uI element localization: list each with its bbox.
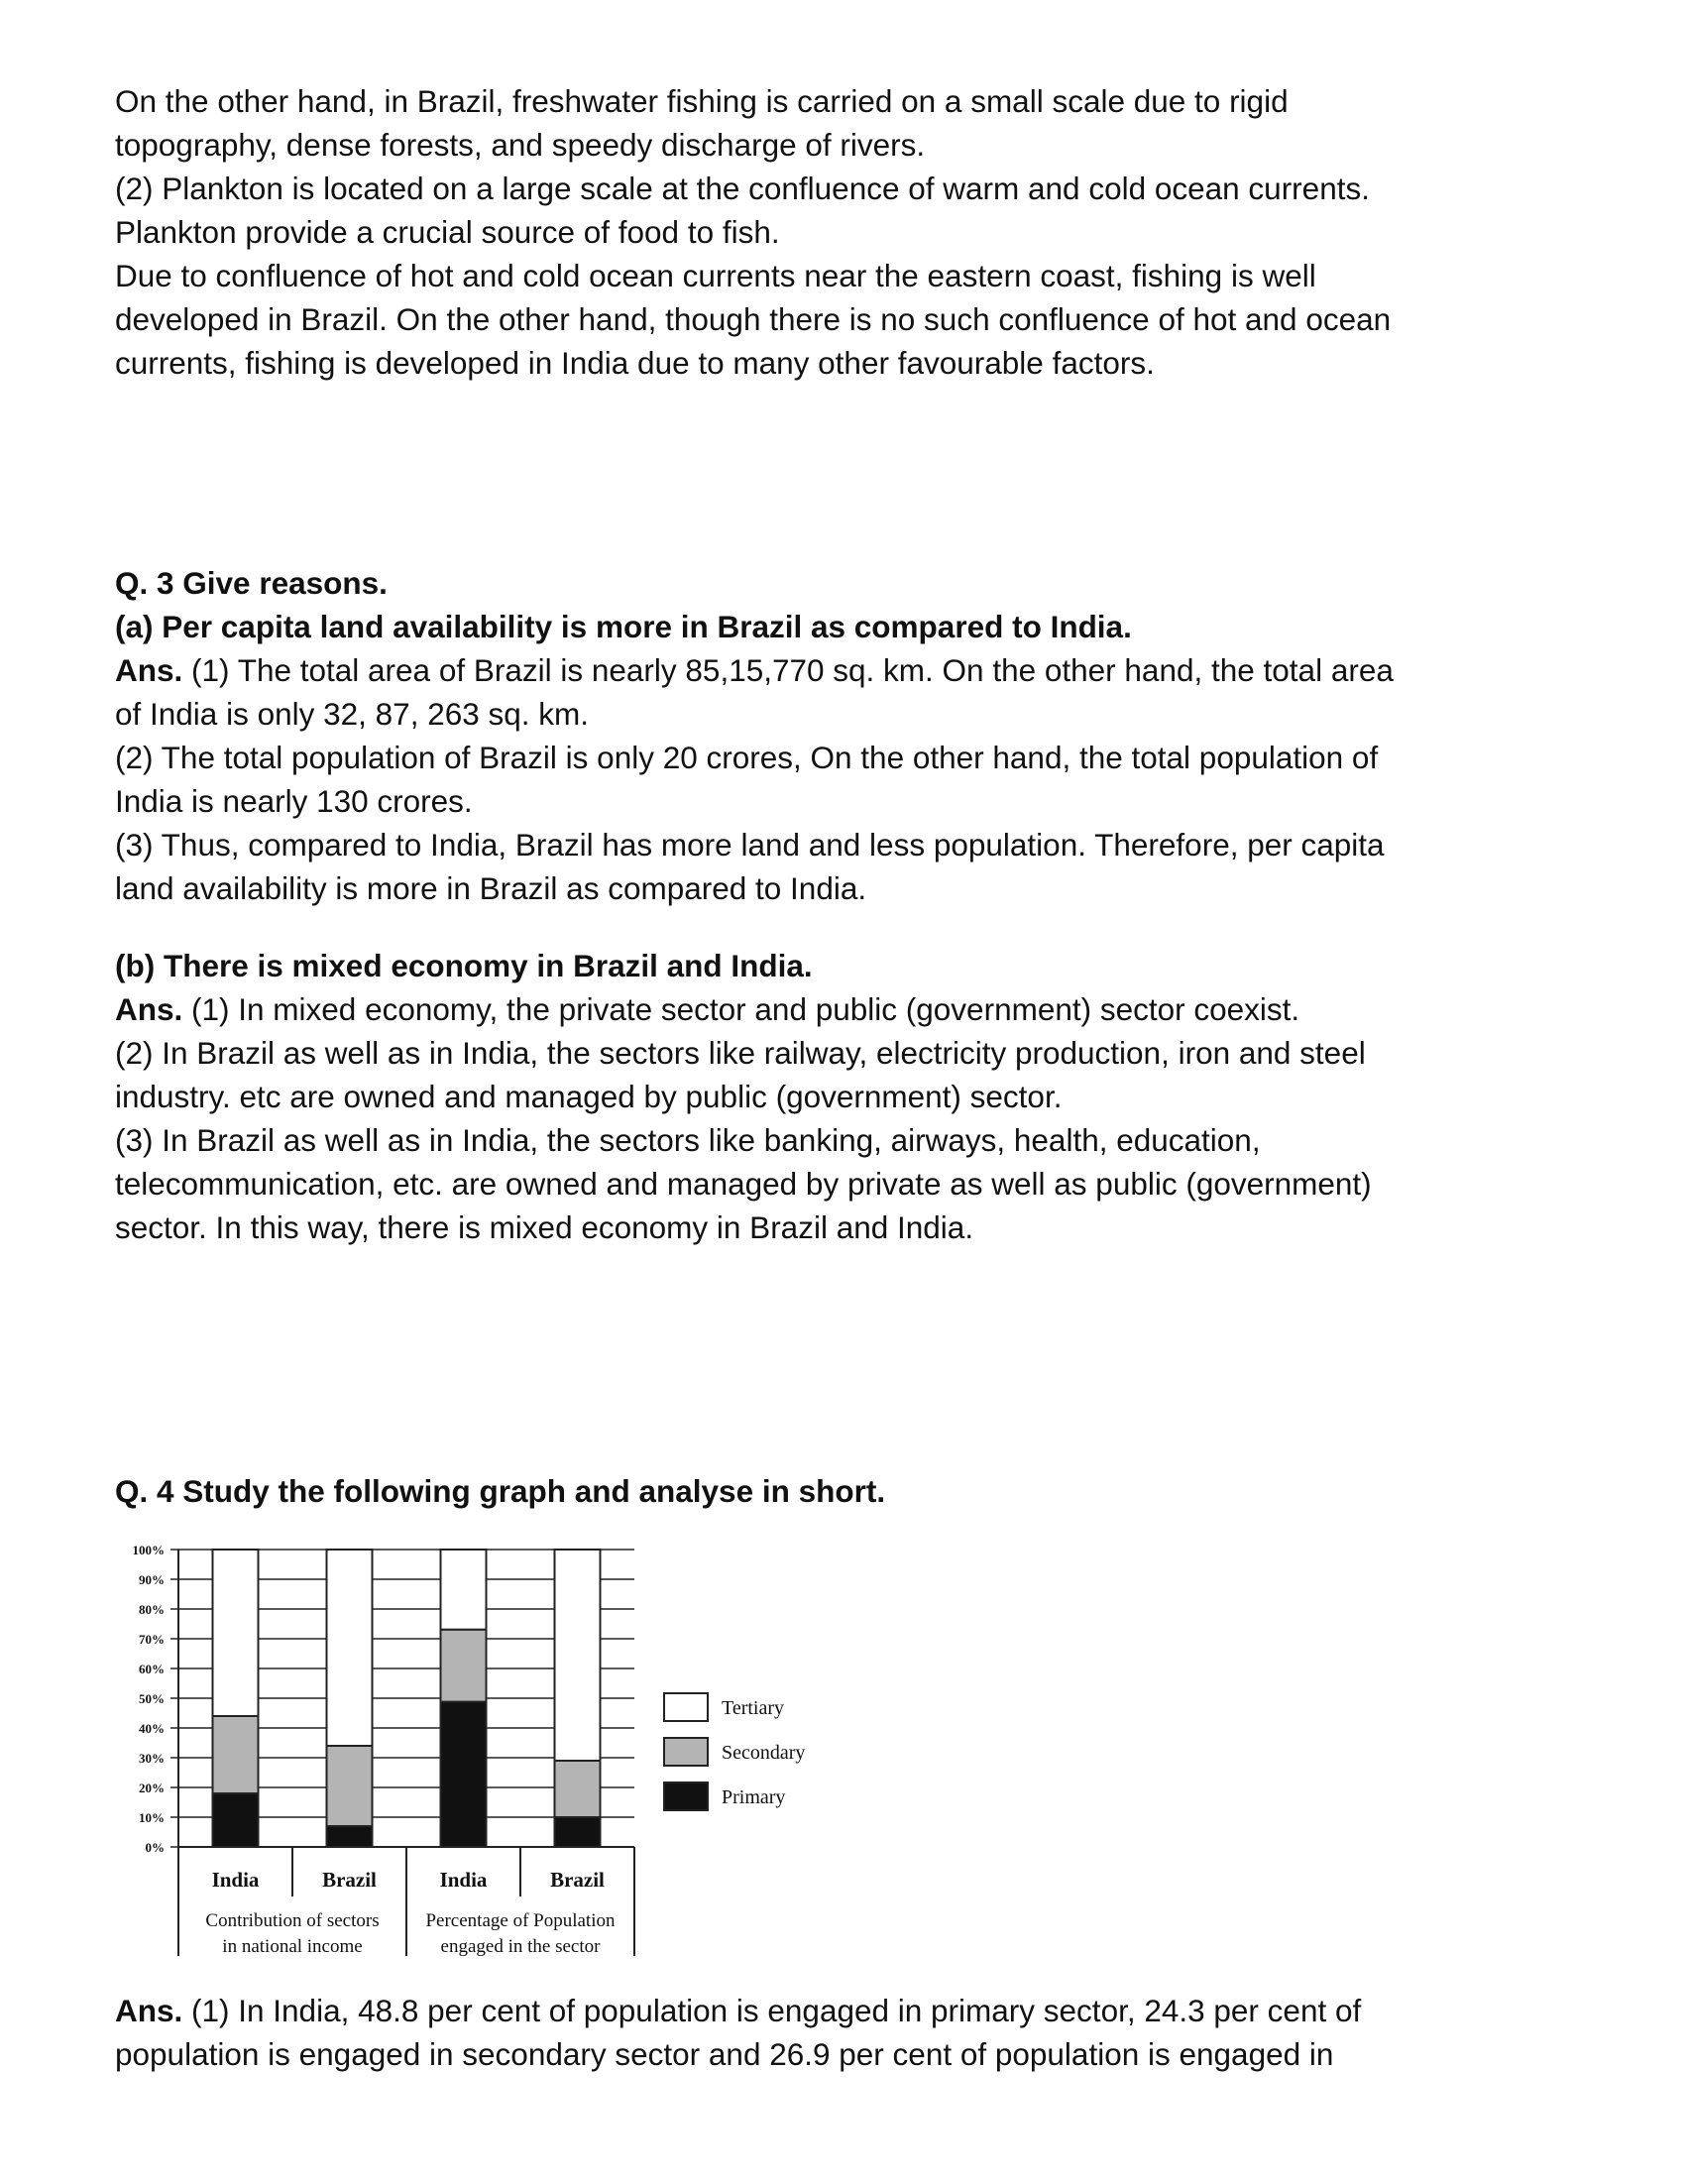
sector-stacked-bar-chart xyxy=(109,1530,843,1956)
y-tick-label: 10% xyxy=(139,1810,165,1825)
bar-segment-tertiary xyxy=(327,1550,373,1746)
y-tick-label: 70% xyxy=(139,1632,165,1647)
group-label: Percentage of Population xyxy=(425,1910,616,1931)
bar-segment-primary xyxy=(441,1702,487,1847)
x-category-label: India xyxy=(439,1868,488,1892)
bar-segment-tertiary xyxy=(441,1550,487,1630)
x-category-label: India xyxy=(211,1868,260,1892)
y-tick-label: 40% xyxy=(139,1721,165,1736)
q4-heading: Q. 4 Study the following graph and analyse in short. xyxy=(115,1473,886,1509)
q3a-answer-line: India is nearly 130 crores. xyxy=(115,783,473,819)
intro-line: currents, fishing is developed in India due to many other favourable factors. xyxy=(115,345,1155,381)
bar-segment-primary xyxy=(213,1793,259,1847)
chart-legend xyxy=(664,1693,805,1810)
bar-segment-secondary xyxy=(441,1630,487,1702)
x-category-label: Brazil xyxy=(322,1868,377,1892)
q3b-answer-line: sector. In this way, there is mixed economy in Brazil and India. xyxy=(115,1209,974,1245)
q4-answer-line xyxy=(115,1989,1361,2032)
bar-segment-secondary xyxy=(327,1746,373,1826)
y-tick-label: 50% xyxy=(139,1691,165,1706)
bar-segment-primary xyxy=(555,1817,601,1847)
y-tick-label: 90% xyxy=(139,1572,165,1587)
intro-line: Due to confluence of hot and cold ocean currents near the eastern coast, fishing is well xyxy=(115,258,1316,293)
bar-segment-secondary xyxy=(213,1716,259,1793)
intro-line: On the other hand, in Brazil, freshwater fishing is carried on a small scale due to rigid xyxy=(115,83,1289,119)
bar-segment-secondary xyxy=(555,1761,601,1817)
q3a-answer-line: land availability is more in Brazil as compared to India. xyxy=(115,870,867,906)
intro-line: developed in Brazil. On the other hand, though there is no such confluence of hot and ocean xyxy=(115,301,1392,337)
y-tick-label: 30% xyxy=(139,1751,165,1766)
q3b-answer-text: (1) In mixed economy, the private sector and public (government) sector coexist. xyxy=(182,991,1300,1027)
bar-segment-tertiary xyxy=(555,1550,601,1761)
legend-swatch-secondary xyxy=(664,1738,708,1766)
y-tick-label: 80% xyxy=(139,1602,165,1617)
q4-answer-line: population is engaged in secondary sector and 26.9 per cent of population is engaged in xyxy=(115,2036,1334,2072)
group-label: in national income xyxy=(222,1936,363,1956)
q3b-answer-line: (2) In Brazil as well as in India, the sectors like railway, electricity production, iron and steel xyxy=(115,1035,1366,1071)
q3a-answer-text: (1) The total area of Brazil is nearly 85,15,770 sq. km. On the other hand, the total area xyxy=(182,652,1394,688)
q3a-answer-line: of India is only 32, 87, 263 sq. km. xyxy=(115,696,590,732)
legend-label: Tertiary xyxy=(722,1697,785,1719)
q3a-answer-line xyxy=(115,648,1394,692)
intro-line: topography, dense forests, and speedy discharge of rivers. xyxy=(115,127,926,163)
ans-label: Ans. xyxy=(115,991,183,1027)
legend-label: Secondary xyxy=(722,1742,806,1764)
q3-heading: Q. 3 Give reasons. xyxy=(115,565,388,601)
q3b-question: (b) There is mixed economy in Brazil and India. xyxy=(115,948,813,983)
bar-segment-primary xyxy=(327,1826,373,1847)
legend-label: Primary xyxy=(722,1786,786,1808)
y-tick-label: 100% xyxy=(132,1543,165,1557)
y-tick-label: 20% xyxy=(139,1781,165,1795)
group-label: Contribution of sectors xyxy=(205,1910,380,1931)
q3b-answer-line: industry. etc are owned and managed by public (government) sector. xyxy=(115,1079,1063,1114)
legend-swatch-primary xyxy=(664,1782,708,1810)
intro-line: Plankton provide a crucial source of food to fish. xyxy=(115,214,780,250)
q3b-answer-line: (3) In Brazil as well as in India, the sectors like banking, airways, health, education, xyxy=(115,1122,1261,1158)
q3a-question: (a) Per capita land availability is more in Brazil as compared to India. xyxy=(115,609,1132,644)
group-label: engaged in the sector xyxy=(440,1936,601,1956)
y-tick-label: 0% xyxy=(145,1840,165,1855)
q3b-answer-line xyxy=(115,987,1299,1031)
intro-line: (2) Plankton is located on a large scale at the confluence of warm and cold ocean currents. xyxy=(115,171,1370,206)
y-tick-label: 60% xyxy=(139,1662,165,1676)
x-category-label: Brazil xyxy=(550,1868,605,1892)
q3a-answer-line: (3) Thus, compared to India, Brazil has more land and less population. Therefore, per capita xyxy=(115,827,1385,862)
ans-label: Ans. xyxy=(115,652,183,688)
bar-segment-tertiary xyxy=(213,1550,259,1716)
q4-answer-text: (1) In India, 48.8 per cent of population is engaged in primary sector, 24.3 per cent of xyxy=(182,1993,1362,2028)
q3b-answer-line: telecommunication, etc. are owned and managed by private as well as public (government) xyxy=(115,1166,1372,1202)
ans-label: Ans. xyxy=(115,1993,183,2028)
legend-swatch-tertiary xyxy=(664,1693,708,1721)
q3a-answer-line: (2) The total population of Brazil is only 20 crores, On the other hand, the total population of xyxy=(115,740,1379,775)
